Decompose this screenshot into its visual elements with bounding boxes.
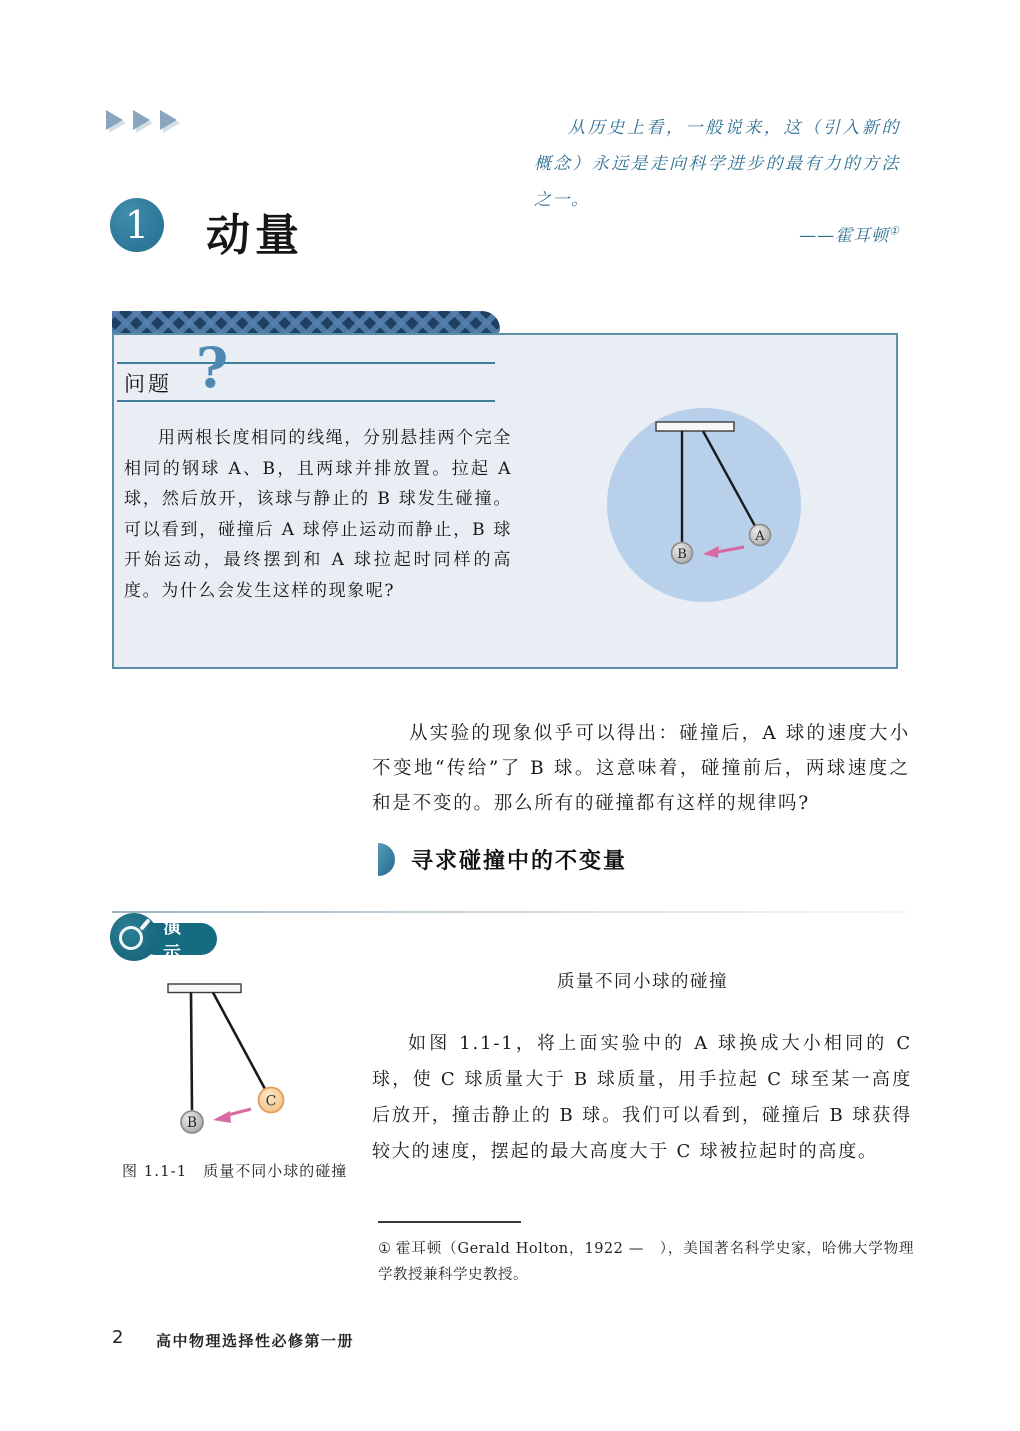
footnote-rule [378,1221,521,1223]
footnote-text: 霍耳顿（Gerald Holton，1922 — ），美国著名科学史家，哈佛大学物理学教授兼科学史教授。 [378,1241,915,1283]
book-title: 高中物理选择性必修第一册 [156,1332,355,1350]
section-title: 寻求碰撞中的不变量 [411,849,628,874]
section-heading [378,843,627,876]
ball-b-label: B [187,1115,197,1131]
pendulum-support-bar [656,422,734,431]
question-mark-icon: ? [196,335,229,400]
footnote-marker: ① [378,1241,392,1257]
header-rule-top [117,362,495,364]
pendulum-figure-bc [118,973,303,1143]
motion-arrow-head [213,1111,231,1123]
question-box-body: 用两根长度相同的线绳，分别悬挂两个完全相同的钢球 A、B，且两球并排放置。拉起 A 球，然后放开，该球与静止的 B 球发生碰撞。可以看到，碰撞后 A 球停止运动而静止，B 球开始运动，最终摆到和 A 球拉起时同样的高度。为什么会发生这样的现象呢? [124,428,512,601]
header-rule-bottom [117,400,495,402]
section-bullet-icon [378,843,395,876]
intro-paragraph: 从实验的现象似乎可以得出：碰撞后，A 球的速度大小不变地“传给”了 B 球。这意味着，碰撞前后，两球速度之和是不变的。那么所有的碰撞都有这样的规律吗? [372,723,910,814]
ball-a-label: A [755,529,765,544]
page-number: 2 [112,1327,124,1348]
triangle-icon [106,110,123,130]
epigraph-attribution [534,221,900,246]
footnote [378,1236,914,1288]
triangle-icon [133,110,150,130]
attribution-name: ——霍耳顿 [799,226,890,246]
chevron-pattern-band [112,311,500,335]
question-box [112,333,898,669]
ball-b-label: B [677,547,687,562]
pendulum-string-c [213,993,265,1090]
demo-badge: 演示 [139,923,217,955]
magnifier-icon [110,913,158,961]
triangle-icon [160,110,177,130]
magnifier-handle [139,918,150,931]
pendulum-string-b [191,993,192,1111]
demo-subtitle: 质量不同小球的碰撞 [557,972,728,992]
question-box-label: 问题 [124,372,172,396]
figure-background-circle [607,408,801,602]
chapter-title: 动量 [206,210,304,261]
epigraph [534,110,900,246]
pendulum-support-bar [168,984,241,993]
magnifier-ring [119,926,143,950]
epigraph-text: 从历史上看，一般说来，这（引入新的概念）永远是走向科学进步的最有力的方法之一。 [534,118,900,210]
ball-c-label: C [265,1093,277,1110]
motion-arrow-shaft [228,1109,251,1115]
chevron-arrows-icon [106,110,177,130]
footnote-reference-mark: ① [889,224,900,238]
chapter-number-badge [110,198,164,252]
demo-body: 如图 1.1-1，将上面实验中的 A 球换成大小相同的 C 球，使 C 球质量大于 B 球质量，用手拉起 C 球至某一高度后放开，撞击静止的 B 球。我们可以看到，碰撞后 B 球获得较大的速度，摆起的最大高度大于 C 球被拉起时的高度。 [372,1033,912,1162]
figure-caption: 图 1.1-1 质量不同小球的碰撞 [122,1162,348,1180]
pendulum-figure-ab [604,405,804,605]
chapter-number: 1 [124,203,150,247]
demo-divider-rule [112,911,908,913]
